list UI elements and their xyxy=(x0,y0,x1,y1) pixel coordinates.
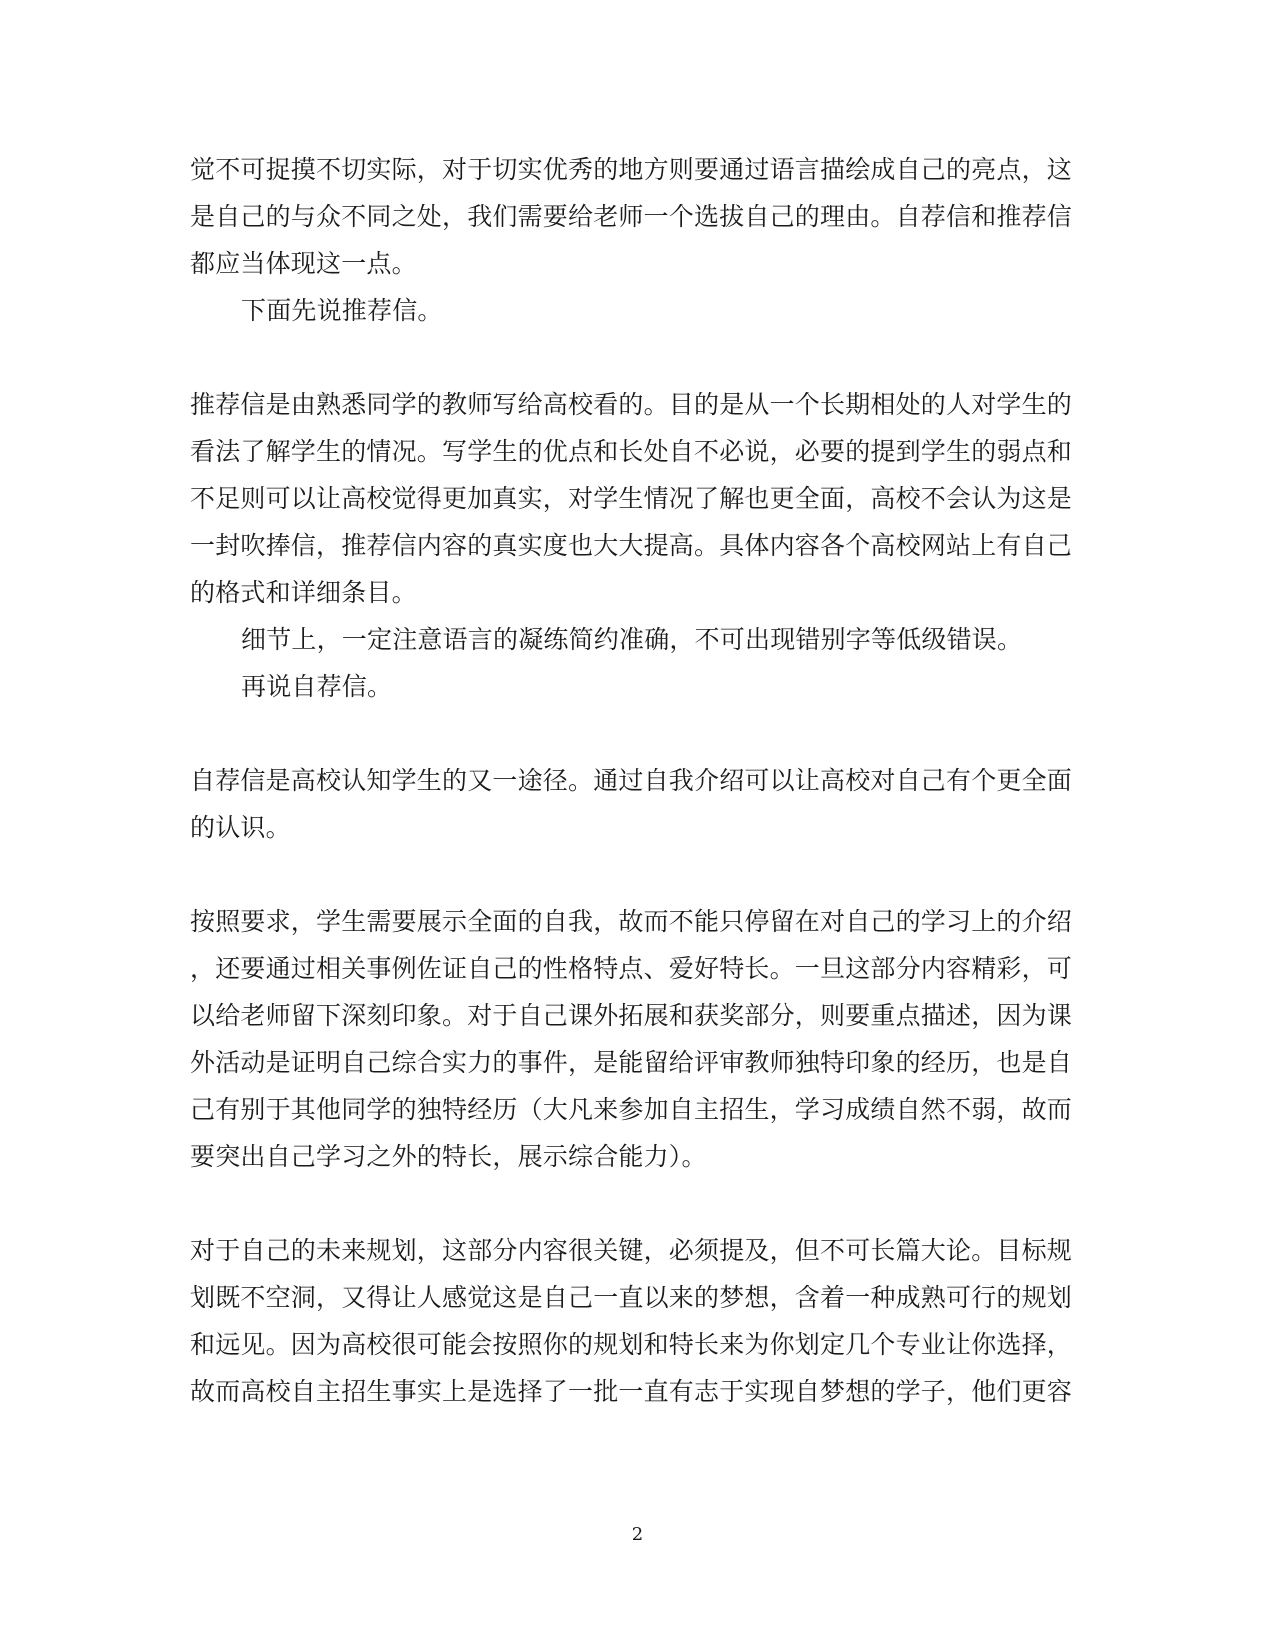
text-line: 对于自己的未来规划，这部分内容很关键，必须提及，但不可长篇大论。目标规 xyxy=(190,1236,1073,1265)
text-line: 要突出自己学习之外的特长，展示综合能力）。 xyxy=(190,1142,707,1171)
text-line: 都应当体现这一点。 xyxy=(190,249,417,278)
page-number: 2 xyxy=(631,1524,644,1545)
text-line: 按照要求，学生需要展示全面的自我，故而不能只停留在对自己的学习上的介绍 xyxy=(190,907,1073,936)
text-line: 外活动是证明自己综合实力的事件，是能留给评审教师独特印象的经历，也是自 xyxy=(190,1048,1073,1077)
text-line: 推荐信是由熟悉同学的教师写给高校看的。目的是从一个长期相处的人对学生的 xyxy=(190,390,1073,419)
text-line: 自荐信是高校认知学生的又一途径。通过自我介绍可以让高校对自己有个更全面 xyxy=(190,766,1073,795)
text-line: 以给老师留下深刻印象。对于自己课外拓展和获奖部分，则要重点描述，因为课 xyxy=(190,1001,1073,1030)
text-line: 细节上，一定注意语言的凝练简约准确，不可出现错别字等低级错误。 xyxy=(241,625,1023,654)
text-line: 和远见。因为高校很可能会按照你的规划和特长来为你划定几个专业让你选择， xyxy=(190,1330,1073,1359)
text-line: 划既不空洞，又得让人感觉这是自己一直以来的梦想，含着一种成熟可行的规划 xyxy=(190,1283,1073,1312)
text-line: 不足则可以让高校觉得更加真实，对学生情况了解也更全面，高校不会认为这是 xyxy=(190,484,1073,513)
text-line: 一封吹捧信，推荐信内容的真实度也大大提高。具体内容各个高校网站上有自己 xyxy=(190,531,1073,560)
text-line: 觉不可捉摸不切实际，对于切实优秀的地方则要通过语言描绘成自己的亮点，这 xyxy=(190,155,1073,184)
text-line: 的格式和详细条目。 xyxy=(190,578,417,607)
text-line: 下面先说推荐信。 xyxy=(241,296,443,325)
text-line: 故而高校自主招生事实上是选择了一批一直有志于实现自梦想的学子，他们更容 xyxy=(190,1377,1073,1406)
text-line: 再说自荐信。 xyxy=(241,672,393,701)
text-line: ，还要通过相关事例佐证自己的性格特点、爱好特长。一旦这部分内容精彩，可 xyxy=(190,954,1073,983)
text-line: 是自己的与众不同之处，我们需要给老师一个选拔自己的理由。自荐信和推荐信 xyxy=(190,202,1073,231)
text-line: 己有别于其他同学的独特经历（大凡来参加自主招生，学习成绩自然不弱，故而 xyxy=(190,1095,1073,1124)
text-line: 看法了解学生的情况。写学生的优点和长处自不必说，必要的提到学生的弱点和 xyxy=(190,437,1073,466)
text-line: 的认识。 xyxy=(190,813,291,842)
